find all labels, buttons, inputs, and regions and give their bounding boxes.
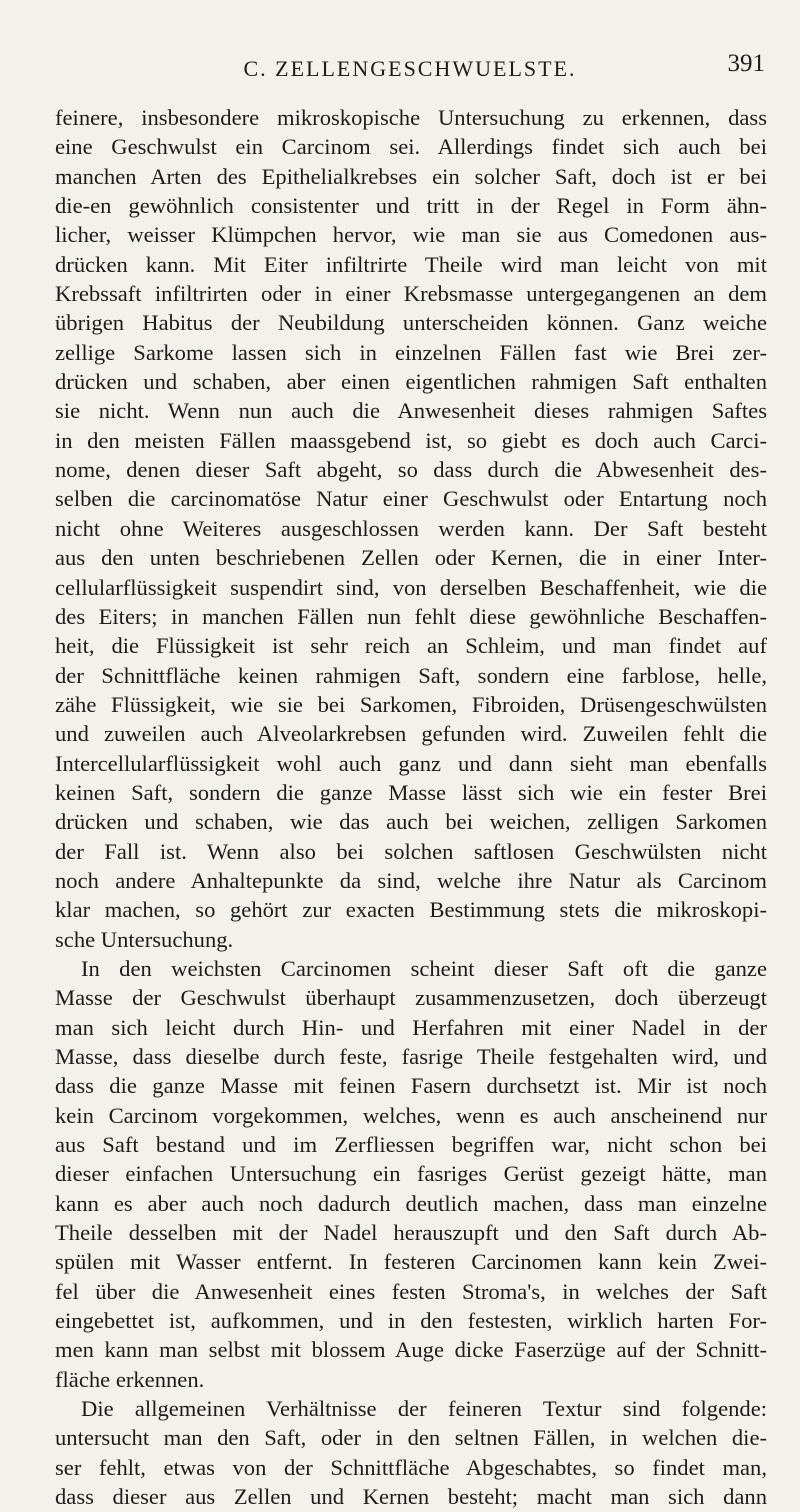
text-line: des Eiters; in manchen Fällen nun fehlt diese gewöhnliche Beschaffen- — [55, 603, 767, 629]
text-line: drücken kann. Mit Eiter infiltrirte Theile wird man leicht von mit — [55, 251, 767, 277]
text-line: zellige Sarkome lassen sich in einzelnen Fällen fast wie Brei zer- — [55, 339, 767, 365]
text-line: spülen mit Wasser entfernt. In festeren Carcinomen kann kein Zwei- — [55, 1249, 767, 1275]
running-title: C. ZELLENGESCHWUELSTE. — [243, 56, 577, 81]
text-line: übrigen Habitus der Neubildung unterscheiden können. Ganz weiche — [55, 310, 767, 336]
page-number: 391 — [727, 50, 765, 77]
text-line: untersucht man den Saft, oder in den seltnen Fällen, in welchen die- — [55, 1425, 767, 1451]
text-line: manchen Arten des Epithelialkrebses ein solcher Saft, doch ist er bei — [55, 163, 767, 189]
text-line: cellularflüssigkeit suspendirt sind, von derselben Beschaffenheit, wie die — [55, 574, 767, 600]
text-line: selben die carcinomatöse Natur einer Geschwulst oder Entartung noch — [55, 486, 767, 512]
text-line: drücken und schaben, aber einen eigentlichen rahmigen Saft enthalten — [55, 369, 767, 395]
text-line: Theile desselben mit der Nadel herauszupft und den Saft durch Ab- — [55, 1220, 767, 1246]
text-line: nome, denen dieser Saft abgeht, so dass durch die Abwesenheit des- — [55, 457, 767, 483]
text-line: man sich leicht durch Hin- und Herfahren mit einer Nadel in der — [55, 1014, 767, 1040]
text-line: kein Carcinom vorgekommen, welches, wenn es auch anscheinend nur — [55, 1102, 767, 1128]
text-line: feinere, insbesondere mikroskopische Untersuchung zu erkennen, dass — [55, 105, 767, 130]
text-line: men kann man selbst mit blossem Auge dicke Faserzüge auf der Schnitt- — [55, 1337, 767, 1363]
text-line: und zuweilen auch Alveolarkrebsen gefunden wird. Zuweilen fehlt die — [55, 721, 767, 747]
paragraph-start-line: Die allgemeinen Verhältnisse der feineren Textur sind folgende: — [81, 1396, 767, 1422]
text-line: dieser einfachen Untersuchung ein fasriges Gerüst gezeigt hätte, man — [55, 1161, 767, 1187]
text-line: aus Saft bestand und im Zerfliessen begriffen war, nicht schon bei — [55, 1132, 767, 1158]
text-line: eingebettet ist, aufkommen, und in den festesten, wirklich harten For- — [55, 1308, 767, 1334]
text-line: zähe Flüssigkeit, wie sie bei Sarkomen, Fibroiden, Drüsengeschwülsten — [55, 691, 767, 717]
running-header — [55, 50, 765, 90]
text-line: nicht ohne Weiteres ausgeschlossen werden kann. Der Saft besteht — [55, 515, 767, 541]
body-text — [55, 103, 767, 1512]
text-line: kann es aber auch noch dadurch deutlich machen, dass man einzelne — [55, 1190, 767, 1216]
text-line: Intercellularflüssigkeit wohl auch ganz und dann sieht man ebenfalls — [55, 750, 767, 776]
text-line: Krebssaft infiltrirten oder in einer Krebsmasse untergegangenen an dem — [55, 281, 767, 307]
text-line: drücken und schaben, wie das auch bei weichen, zelligen Sarkomen — [55, 809, 767, 835]
text-line: licher, weisser Klümpchen hervor, wie man sie aus Comedonen aus- — [55, 222, 767, 248]
text-line: dass dieser aus Zellen und Kernen besteht; macht man sich dann — [55, 1484, 767, 1510]
text-line: dass die ganze Masse mit feinen Fasern durchsetzt ist. Mir ist noch — [55, 1073, 767, 1099]
text-line: Masse, dass dieselbe durch feste, fasrige Theile festgehalten wird, und — [55, 1044, 767, 1069]
text-line: Masse der Geschwulst überhaupt zusammenzusetzen, doch überzeugt — [55, 985, 767, 1011]
text-line: ser fehlt, etwas von der Schnittfläche Abgeschabtes, so findet man, — [55, 1454, 767, 1480]
text-line: noch andere Anhaltepunkte da sind, welche ihre Natur als Carcinom — [55, 867, 767, 893]
text-line: klar machen, so gehört zur exacten Bestimmung stets die mikroskopi- — [55, 897, 767, 923]
paragraph-start-line: In den weichsten Carcinomen scheint dieser Saft oft die ganze — [81, 955, 767, 981]
text-line: der Schnittfläche keinen rahmigen Saft, sondern eine farblose, helle, — [55, 662, 767, 688]
text-line: keinen Saft, sondern die ganze Masse lässt sich wie ein fester Brei — [55, 779, 767, 805]
text-line: eine Geschwulst ein Carcinom sei. Allerdings findet sich auch bei — [55, 134, 767, 160]
text-line: fel über die Anwesenheit eines festen Stroma's, in welches der Saft — [55, 1278, 767, 1304]
text-line: aus den unten beschriebenen Zellen oder Kernen, die in einer Inter- — [55, 545, 767, 571]
text-line: sie nicht. Wenn nun auch die Anwesenheit dieses rahmigen Saftes — [55, 398, 767, 424]
text-line: heit, die Flüssigkeit ist sehr reich an Schleim, und man findet auf — [55, 633, 767, 659]
text-line: in den meisten Fällen maassgebend ist, so giebt es doch auch Carci- — [55, 427, 767, 453]
text-line: der Fall ist. Wenn also bei solchen saftlosen Geschwülsten nicht — [55, 838, 767, 864]
paragraph-end-line: fläche erkennen. — [55, 1366, 205, 1392]
paragraph-end-line: sche Untersuchung. — [55, 926, 234, 952]
text-line: die-en gewöhnlich consistenter und tritt in der Regel in Form ähn- — [55, 193, 767, 219]
